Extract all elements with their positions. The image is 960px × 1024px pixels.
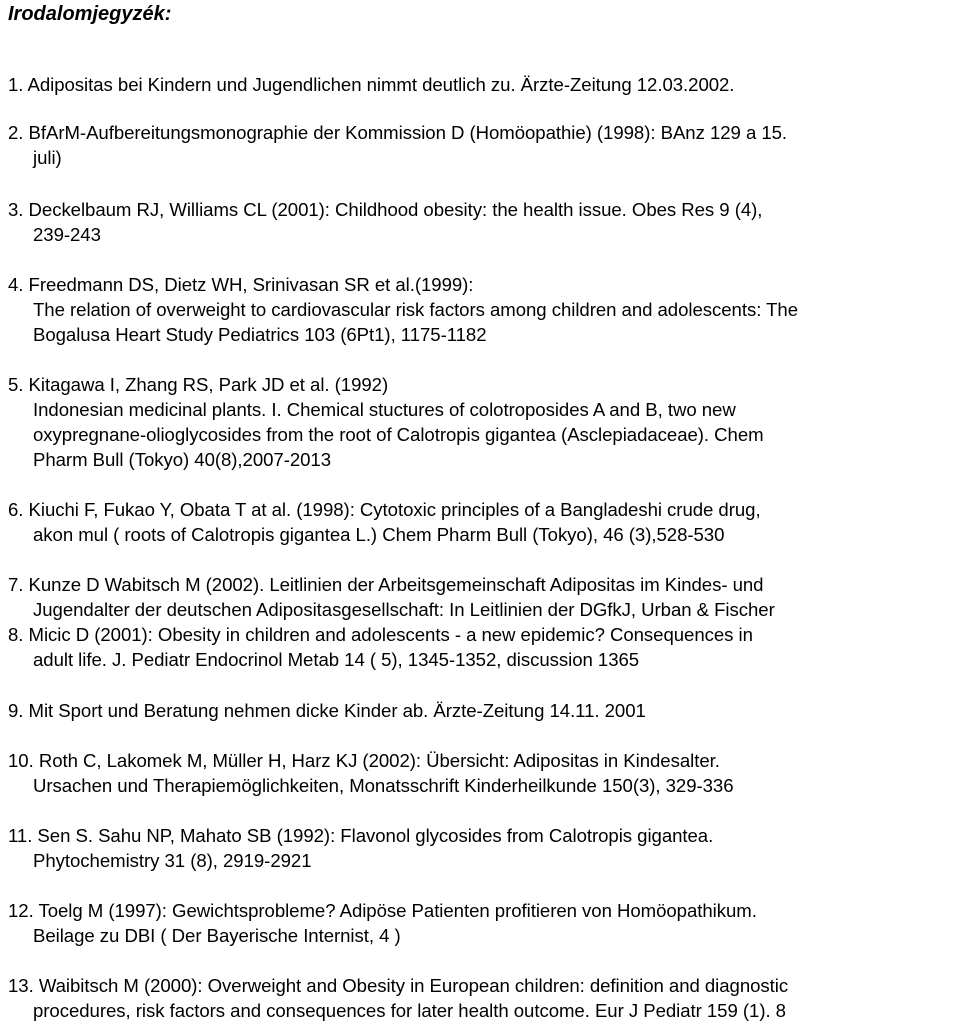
reference-8-line-1: 8. Micic D (2001): Obesity in children and adolescents - a new epidemic? Consequences in [8,624,753,645]
reference-5-line-4: Pharm Bull (Tokyo) 40(8),2007-2013 [33,449,332,470]
reference-2-line-1: 2. BfArM-Aufbereitungsmonographie der Kommission D (Homöopathie) (1998): BAnz 129 a 15. [8,122,788,143]
reference-13-line-2: procedures, risk factors and consequences for later health outcome. Eur J Pediatr 159 (1). 8 [33,1000,786,1021]
reference-4-line-3: Bogalusa Heart Study Pediatrics 103 (6Pt1), 1175-1182 [33,324,487,345]
reference-11-line-2: Phytochemistry 31 (8), 2919-2921 [33,850,312,871]
reference-13-line-1: 13. Waibitsch M (2000): Overweight and Obesity in European children: definition and diagnostic [8,975,789,996]
page-title: Irodalomjegyzék: [8,3,172,25]
reference-7-line-2: Jugendalter der deutschen Adipositasgesellschaft: In Leitlinien der DGfkJ, Urban & Fischer [33,599,775,620]
reference-1-line-1: 1. Adipositas bei Kindern und Jugendlichen nimmt deutlich zu. Ärzte-Zeitung 12.03.2002. [8,74,735,95]
reference-10-line-2: Ursachen und Therapiemöglichkeiten, Monatsschrift Kinderheilkunde 150(3), 329-336 [33,775,734,796]
reference-2-line-2: juli) [33,147,62,168]
reference-4-line-2: The relation of overweight to cardiovascular risk factors among children and adolescents: The [33,299,798,320]
reference-5-line-3: oxypregnane-olioglycosides from the root of Calotropis gigantea (Asclepiadaceae). Chem [33,424,764,445]
reference-5-line-2: Indonesian medicinal plants. I. Chemical stuctures of colotroposides A and B, two new [33,399,736,420]
reference-12-line-1: 12. Toelg M (1997): Gewichtsprobleme? Adipöse Patienten profitieren von Homöopathikum. [8,900,757,921]
reference-11-line-1: 11. Sen S. Sahu NP, Mahato SB (1992): Flavonol glycosides from Calotropis gigantea. [8,825,714,846]
reference-8-line-2: adult life. J. Pediatr Endocrinol Metab 14 ( 5), 1345-1352, discussion 1365 [33,649,640,670]
reference-12-line-2: Beilage zu DBI ( Der Bayerische Internist, 4 ) [33,925,401,946]
reference-4-line-1: 4. Freedmann DS, Dietz WH, Srinivasan SR et al.(1999): [8,274,474,295]
reference-6-line-2: akon mul ( roots of Calotropis gigantea L.) Chem Pharm Bull (Tokyo), 46 (3),528-530 [33,524,725,545]
reference-6-line-1: 6. Kiuchi F, Fukao Y, Obata T at al. (1998): Cytotoxic principles of a Bangladeshi crude drug, [8,499,761,520]
reference-10-line-1: 10. Roth C, Lakomek M, Müller H, Harz KJ (2002): Übersicht: Adipositas in Kindesalter. [8,750,720,771]
reference-5-line-1: 5. Kitagawa I, Zhang RS, Park JD et al. (1992) [8,374,389,395]
reference-3-line-1: 3. Deckelbaum RJ, Williams CL (2001): Childhood obesity: the health issue. Obes Res 9 (4), [8,199,763,220]
reference-3-line-2: 239-243 [33,224,101,245]
reference-7-line-1: 7. Kunze D Wabitsch M (2002). Leitlinien der Arbeitsgemeinschaft Adipositas im Kindes- und [8,574,764,595]
reference-9-line-1: 9. Mit Sport und Beratung nehmen dicke Kinder ab. Ärzte-Zeitung 14.11. 2001 [8,700,646,721]
